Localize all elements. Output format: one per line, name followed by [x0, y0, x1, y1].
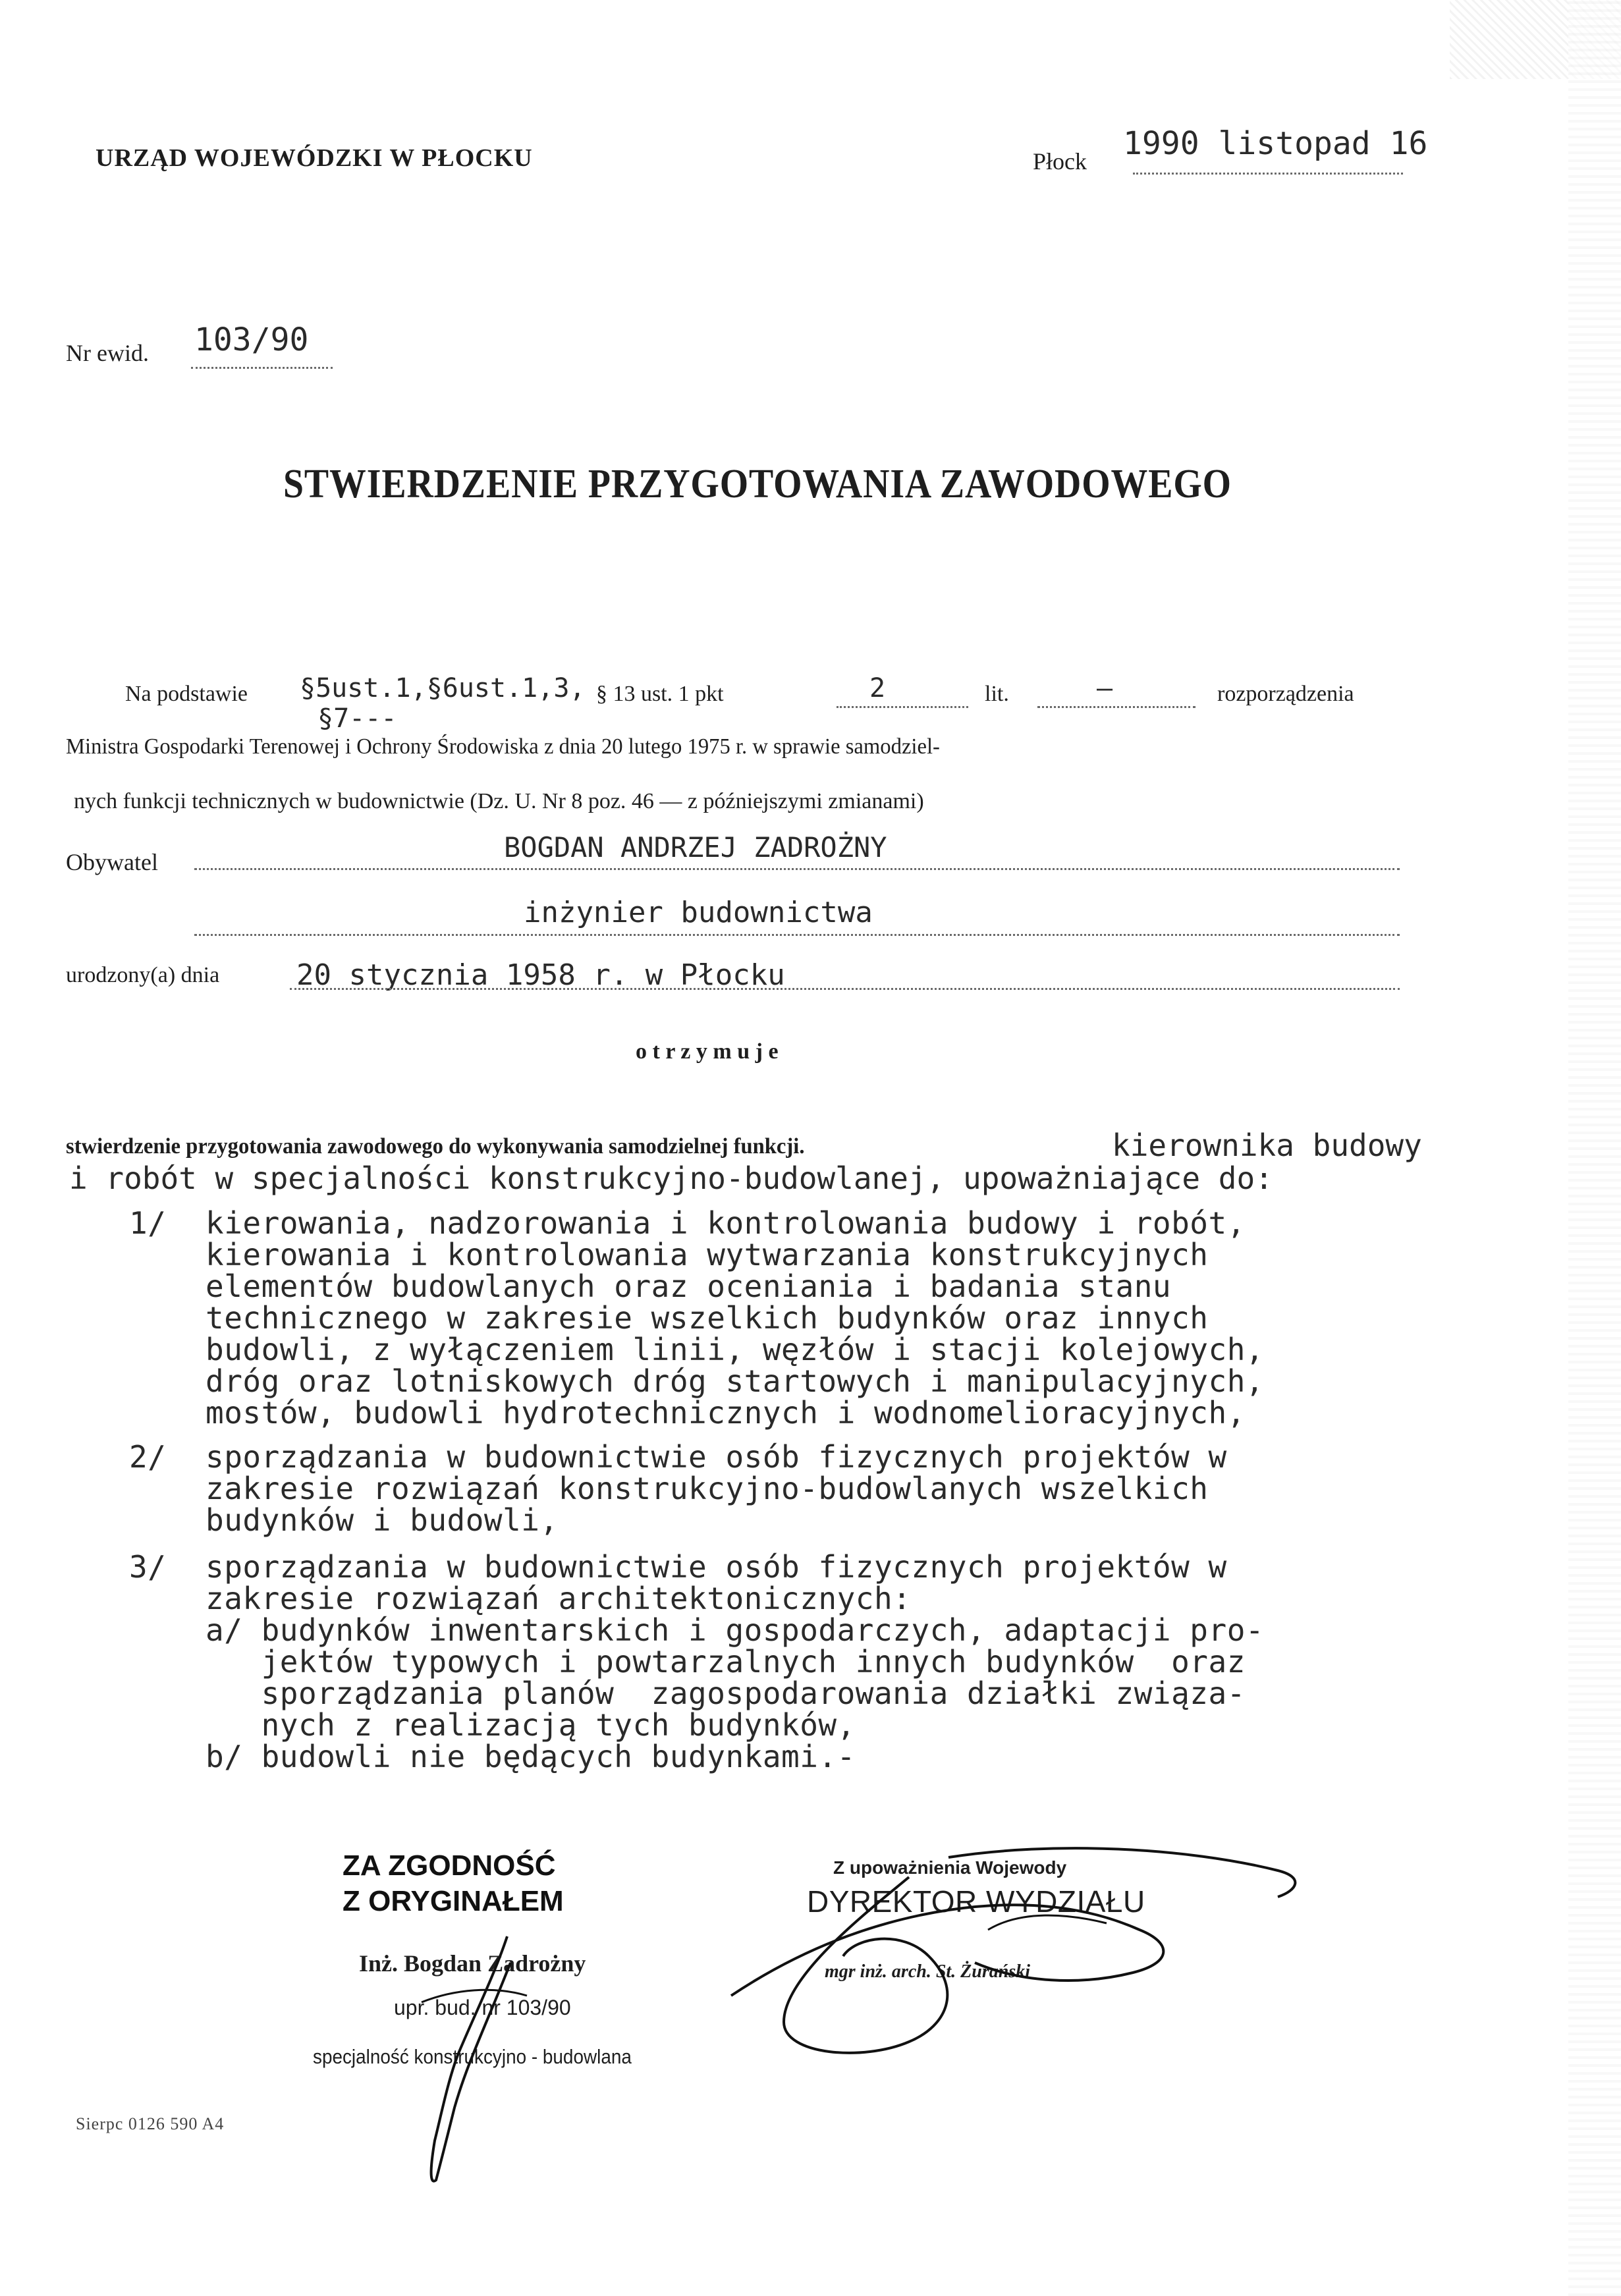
stamp-left-spec: specjalność konstrukcyjno - budowlana: [313, 2045, 632, 2068]
statement-function: kierownika budowy: [1112, 1128, 1422, 1163]
citizen-label: Obywatel: [66, 849, 158, 875]
lit-value: –: [1097, 673, 1113, 703]
stamp-left-line1: ZA ZGODNOŚĆ: [343, 1849, 556, 1882]
stamp-left-upr: upr. bud. nr 103/90: [394, 1996, 571, 2019]
stamp-left-line2: Z ORYGINAŁEM: [343, 1885, 564, 1917]
basis-suffix: rozporządzenia: [1217, 682, 1354, 706]
item-1-line: dróg oraz lotniskowych dróg startowych i manipulacyjnych,: [206, 1363, 1265, 1399]
basis-line-2: Ministra Gospodarki Terenowej i Ochrony Środowiska z dnia 20 lutego 1975 r. w sprawie samodziel-: [66, 734, 940, 759]
item-1-line: kierowania, nadzorowania i kontrolowania budowy i robót,: [206, 1205, 1246, 1241]
stamp-right-line1: Z upoważnienia Wojewody: [833, 1857, 1067, 1878]
scan-edge-band: [1568, 0, 1621, 2296]
item-2-line: sporządzania w budownictwie osób fizycznych projektów w: [206, 1439, 1227, 1475]
item-3-line: a/ budynków inwentarskich i gospodarczych, adaptacji pro-: [206, 1612, 1265, 1648]
stamp-left-name: Inż. Bogdan Zadrożny: [359, 1950, 586, 1977]
statement-printed: stwierdzenie przygotowania zawodowego do wykonywania samodzielnej funkcji.: [66, 1134, 805, 1159]
born-line: [290, 988, 1400, 990]
basis-paragraphs: §5ust.1,§6ust.1,3,: [300, 673, 586, 703]
pkt-line: [837, 706, 968, 708]
item-number-3: 3/: [129, 1549, 167, 1585]
item-3-line: sporządzania planów zagospodarowania działki związa-: [206, 1676, 1246, 1711]
pkt-value: 2: [869, 673, 886, 703]
item-1-line: mostów, budowli hydrotechnicznych i wodnomelioracyjnych,: [206, 1395, 1246, 1431]
nr-ewid-line: [191, 367, 333, 369]
item-number-2: 2/: [129, 1439, 167, 1475]
document-title: STWIERDZENIE PRZYGOTOWANIA ZAWODOWEGO: [283, 462, 1232, 506]
citizen-name-line: [194, 868, 1400, 870]
stamp-right-line2: DYREKTOR WYDZIAŁU: [807, 1884, 1145, 1919]
item-3-line: b/ budowli nie będących budynkami.-: [206, 1739, 856, 1774]
footer-print-code: Sierpc 0126 590 A4: [76, 2114, 225, 2133]
item-3-line: sporządzania w budownictwie osób fizycznych projektów w: [206, 1549, 1227, 1585]
basis-prefix: Na podstawie: [125, 682, 248, 706]
signature-right: [711, 1831, 1304, 2068]
item-1-line: elementów budowlanych oraz oceniania i badania stanu: [206, 1269, 1172, 1304]
basis-line-3: nych funkcji technicznych w budownictwie (Dz. U. Nr 8 poz. 46 — z późniejszymi zmianami): [74, 789, 924, 813]
item-3-line: jektów typowych i powtarzalnych innych budynków oraz: [206, 1644, 1246, 1680]
item-1-line: technicznego w zakresie wszelkich budynków oraz innych: [206, 1300, 1209, 1336]
stamp-right-name: mgr inż. arch. St. Żurański: [825, 1961, 1030, 1982]
lit-line: [1037, 706, 1195, 708]
citizen-profession: inżynier budownictwa: [524, 896, 873, 929]
item-3-line: nych z realizacją tych budynków,: [206, 1707, 856, 1743]
place-label: Płock: [1033, 148, 1087, 175]
receives-label: o t r z y m u j e: [636, 1039, 779, 1064]
basis-paragraphs-2: §7---: [317, 703, 397, 734]
item-1-line: kierowania i kontrolowania wytwarzania konstrukcyjnych: [206, 1237, 1209, 1272]
item-number-1: 1/: [129, 1205, 167, 1241]
item-2-line: budynków i budowli,: [206, 1502, 559, 1538]
born-label: urodzony(a) dnia: [66, 963, 220, 987]
born-value: 20 stycznia 1958 r. w Płocku: [296, 958, 785, 992]
office-name: URZĄD WOJEWÓDZKI W PŁOCKU: [96, 144, 533, 172]
signature-left: [395, 1923, 566, 2213]
nr-ewid-label: Nr ewid.: [66, 340, 149, 366]
citizen-name: BOGDAN ANDRZEJ ZADROŻNY: [504, 831, 887, 863]
lit-label: lit.: [985, 682, 1009, 706]
item-3-line: zakresie rozwiązań architektonicznych:: [206, 1581, 912, 1616]
item-2-line: zakresie rozwiązań konstrukcyjno-budowlanych wszelkich: [206, 1471, 1209, 1506]
issue-date: 1990 listopad 16: [1123, 125, 1428, 162]
date-line: [1133, 173, 1403, 175]
nr-ewid-value: 103/90: [194, 321, 309, 358]
item-1-line: budowli, z wyłączeniem linii, węzłów i stacji kolejowych,: [206, 1332, 1265, 1367]
statement-specialty: i robót w specjalności konstrukcyjno-budowlanej, upoważniające do:: [69, 1161, 1273, 1196]
basis-print: § 13 ust. 1 pkt: [596, 682, 724, 706]
profession-line: [194, 934, 1400, 936]
